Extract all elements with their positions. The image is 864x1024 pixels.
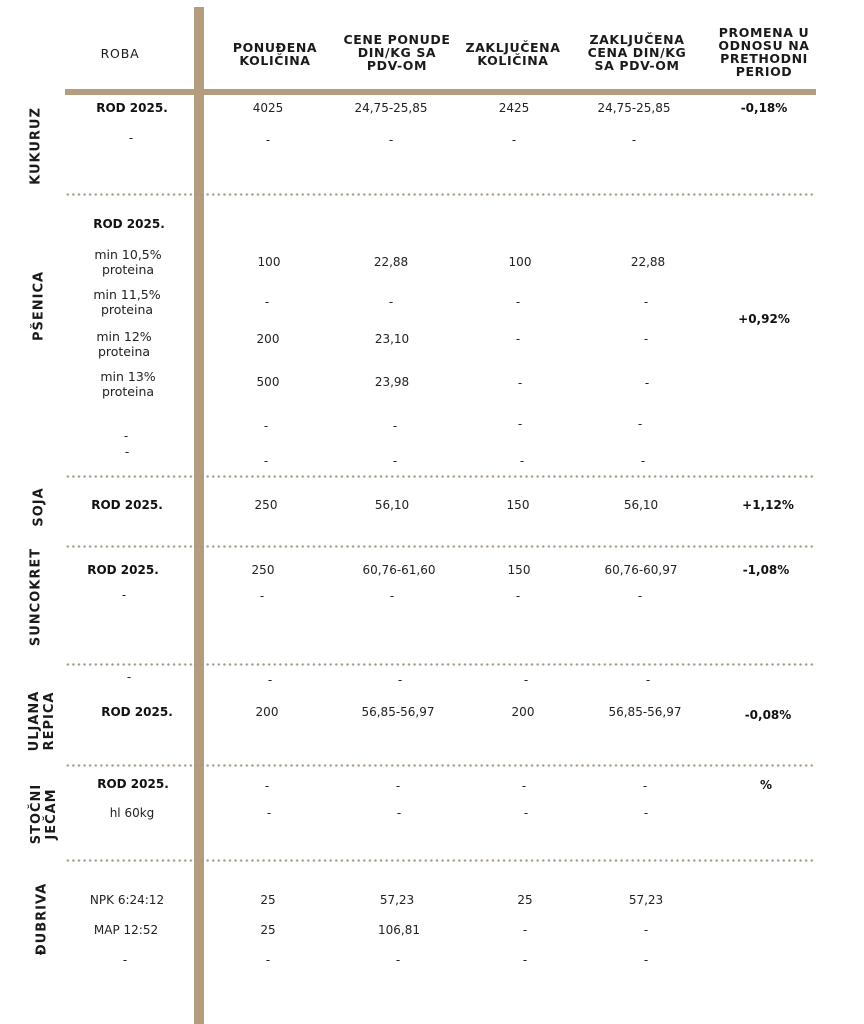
cell-closed-price: - <box>637 417 643 431</box>
cell-offered-qty: 4025 <box>252 101 284 115</box>
header-roba: ROBA <box>100 46 140 61</box>
cell-offer-price: 23,10 <box>374 332 410 346</box>
cell-closed-price: 60,76-60,97 <box>604 563 678 577</box>
cell-offered-qty: - <box>263 454 269 468</box>
header-closed-price <box>588 33 687 72</box>
category-stocni-jecam <box>29 784 59 845</box>
cell-offer-price: - <box>397 673 403 687</box>
category-suncokret: SUNCOKRET <box>28 547 44 647</box>
cell-offered-qty: 200 <box>256 332 280 346</box>
cell-offer-price: 56,10 <box>374 498 410 512</box>
cell-offered-qty: - <box>265 133 271 147</box>
category-line: REPICA <box>42 691 57 751</box>
cell-closed-qty: 2425 <box>498 101 530 115</box>
cell-closed-price: - <box>644 376 650 390</box>
header-line: PROMENA U <box>718 25 810 40</box>
cell-offer-price: 57,23 <box>379 893 415 907</box>
category-uljana-repica <box>27 691 57 752</box>
cell-change: +1,12% <box>742 498 794 512</box>
cell-offered-qty: 500 <box>256 375 280 389</box>
cell-closed-qty: - <box>511 133 517 147</box>
roba-line: proteina <box>101 262 155 277</box>
cell-change: -1,08% <box>742 563 790 577</box>
header-closed-qty <box>465 41 560 67</box>
cell-closed-price: - <box>645 673 651 687</box>
cell-offered-qty: 250 <box>254 498 278 512</box>
cell-closed-qty: - <box>517 417 523 431</box>
cell-closed-price: - <box>643 806 649 820</box>
cell-offer-price: - <box>395 779 401 793</box>
cell-offered-qty: 250 <box>251 563 275 577</box>
cell-closed-qty: - <box>523 673 529 687</box>
header-line: ZAKLJUČENA <box>589 32 685 47</box>
cell-offer-price: - <box>396 806 402 820</box>
cell-closed-price: - <box>643 332 649 346</box>
cell-change: -0,08% <box>744 708 792 722</box>
cell-closed-qty: - <box>517 376 523 390</box>
header-offered-qty <box>233 41 317 67</box>
cell-roba: ROD 2025. <box>101 705 173 719</box>
cell-change: -0,18% <box>740 101 788 115</box>
cell-offered-qty: - <box>259 589 265 603</box>
cell-roba: MAP 12:52 <box>93 923 159 937</box>
cell-roba: NPK 6:24:12 <box>89 893 165 907</box>
section-divider <box>65 475 816 478</box>
cell-offer-price: - <box>388 295 394 309</box>
cell-roba <box>96 329 151 359</box>
section-divider <box>65 859 816 862</box>
cell-offer-price: - <box>392 419 398 433</box>
category-dubriva: ĐUBRIVA <box>34 882 50 956</box>
category-psenica: PŠENICA <box>31 270 47 342</box>
section-divider <box>65 545 816 548</box>
section-title: ROD 2025. <box>93 217 165 231</box>
cell-offer-price: 56,85-56,97 <box>361 705 435 719</box>
cell-offer-price: 23,98 <box>374 375 410 389</box>
roba-line: proteina <box>101 384 155 399</box>
cell-closed-qty: 25 <box>517 893 533 907</box>
header-divider <box>65 89 816 95</box>
cell-roba: - <box>123 429 129 443</box>
header-line: SA PDV-OM <box>594 58 680 73</box>
cell-closed-qty: - <box>515 589 521 603</box>
header-line: PERIOD <box>735 64 793 79</box>
cell-offered-qty: 200 <box>255 705 279 719</box>
cell-closed-qty: - <box>519 454 525 468</box>
vertical-divider <box>194 7 204 1024</box>
cell-offered-qty: - <box>264 779 270 793</box>
cell-closed-qty: - <box>515 295 521 309</box>
cell-offer-price: - <box>388 133 394 147</box>
cell-offer-price: - <box>395 953 401 967</box>
category-kukuruz: KUKURUZ <box>28 107 44 185</box>
roba-line: proteina <box>97 344 151 359</box>
roba-line: min 12% <box>96 329 152 344</box>
cell-roba: - <box>122 953 128 967</box>
header-change <box>718 26 809 78</box>
cell-change: +0,92% <box>738 312 790 326</box>
cell-roba: ROD 2025. <box>87 563 159 577</box>
cell-offered-qty: 25 <box>260 893 276 907</box>
cell-offered-qty: - <box>267 673 273 687</box>
cell-offer-price: 22,88 <box>373 255 409 269</box>
cell-closed-qty: - <box>521 779 527 793</box>
cell-offered-qty: - <box>264 295 270 309</box>
cell-closed-qty: - <box>523 806 529 820</box>
cell-roba: ROD 2025. <box>96 101 168 115</box>
cell-closed-qty: - <box>522 923 528 937</box>
header-line: PDV-OM <box>366 58 428 73</box>
cell-roba <box>100 369 155 399</box>
category-line: JEČAM <box>44 788 59 840</box>
header-line: KOLIČINA <box>239 53 311 68</box>
cell-closed-price: - <box>643 295 649 309</box>
cell-offer-price: 106,81 <box>378 923 420 937</box>
header-line: DIN/KG SA <box>357 45 437 60</box>
cell-closed-price: 22,88 <box>630 255 666 269</box>
cell-roba: - <box>124 445 130 459</box>
header-line: ZAKLJUČENA <box>465 40 561 55</box>
cell-offer-price: 60,76-61,60 <box>362 563 436 577</box>
roba-line: min 10,5% <box>94 247 162 262</box>
cell-roba: - <box>121 588 127 602</box>
section-divider <box>65 663 816 666</box>
cell-roba <box>93 287 160 317</box>
header-line: ODNOSU NA <box>718 38 810 53</box>
cell-offer-price: 24,75-25,85 <box>354 101 428 115</box>
cell-offered-qty: - <box>263 419 269 433</box>
cell-offer-price: - <box>392 454 398 468</box>
cell-closed-qty: - <box>522 953 528 967</box>
cell-change: % <box>759 778 773 792</box>
cell-offered-qty: 100 <box>257 255 281 269</box>
cell-closed-price: 57,23 <box>628 893 664 907</box>
cell-roba <box>94 247 161 277</box>
cell-offered-qty: 25 <box>260 923 276 937</box>
roba-line: min 13% <box>100 369 156 384</box>
cell-closed-price: - <box>642 779 648 793</box>
cell-closed-price: - <box>643 953 649 967</box>
cell-closed-price: - <box>631 133 637 147</box>
cell-offered-qty: - <box>265 953 271 967</box>
cell-roba: ROD 2025. <box>97 777 169 791</box>
roba-line: min 11,5% <box>93 287 161 302</box>
header-offer-price <box>344 33 451 72</box>
cell-roba: ROD 2025. <box>91 498 163 512</box>
cell-offered-qty: - <box>266 806 272 820</box>
cell-roba: hl 60kg <box>109 806 155 820</box>
section-divider <box>65 193 816 196</box>
header-line: PRETHODNI <box>720 51 808 66</box>
category-line: STOČNI <box>29 783 44 845</box>
cell-closed-qty: 100 <box>508 255 532 269</box>
cell-offer-price: - <box>389 589 395 603</box>
cell-closed-qty: - <box>515 332 521 346</box>
header-line: KOLIČINA <box>477 53 549 68</box>
cell-closed-price: - <box>640 454 646 468</box>
cell-roba: - <box>126 670 132 684</box>
cell-closed-price: - <box>643 923 649 937</box>
cell-closed-price: - <box>637 589 643 603</box>
cell-closed-qty: 200 <box>511 705 535 719</box>
cell-closed-price: 56,85-56,97 <box>608 705 682 719</box>
cell-closed-price: 24,75-25,85 <box>597 101 671 115</box>
section-divider <box>65 764 816 767</box>
header-line: PONUĐENA <box>232 40 318 55</box>
header-line: CENE PONUDE <box>343 32 451 47</box>
cell-closed-qty: 150 <box>506 498 530 512</box>
roba-line: proteina <box>100 302 154 317</box>
category-soja: SOJA <box>31 487 47 527</box>
cell-closed-price: 56,10 <box>623 498 659 512</box>
cell-closed-qty: 150 <box>507 563 531 577</box>
header-line: CENA DIN/KG <box>587 45 687 60</box>
category-line: ULJANA <box>27 690 42 752</box>
cell-roba: - <box>128 131 134 145</box>
